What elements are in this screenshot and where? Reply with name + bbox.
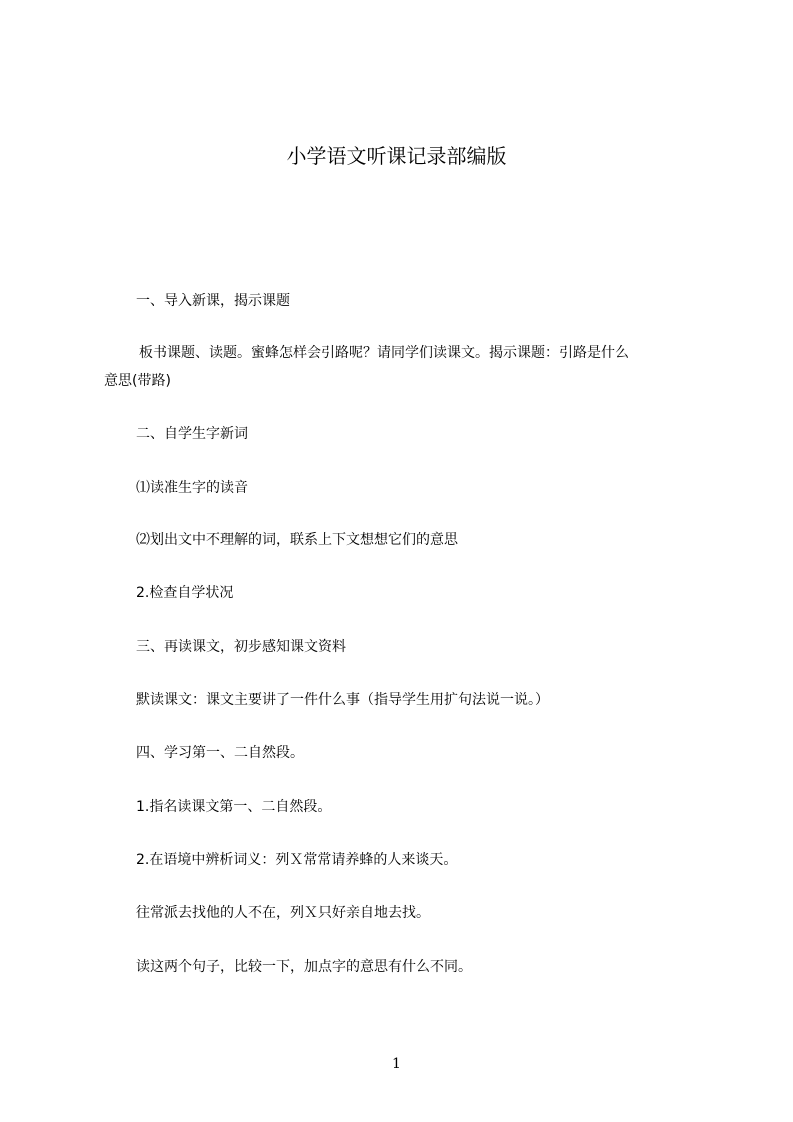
paragraph-line: 意思(带路) [104,373,171,389]
list-item: 1.指名读课文第一、二自然段。 [136,799,332,815]
list-item: ⑵划出文中不理解的词，联系上下文想想它们的意思 [136,532,458,548]
list-item: 2.在语境中辨析词义：列Ｘ常常请养蜂的人来谈天。 [136,852,458,868]
paragraph-line: 读这两个句子，比较一下，加点字的意思有什么不同。 [136,959,472,975]
list-item: ⑴读准生字的读音 [136,480,248,496]
section-heading-4: 四、学习第一、二自然段。 [136,745,304,761]
page-number: 1 [392,1056,401,1072]
paragraph-line: 默读课文：课文主要讲了一件什么事（指导学生用扩句法说一说。） [136,692,549,708]
section-heading-3: 三、再读课文，初步感知课文资料 [136,639,346,655]
document-title: 小学语文听课记录部编版 [286,144,507,168]
paragraph-line: 板书课题、读题。蜜蜂怎样会引路呢？请同学们读课文。揭示课题：引路是什么 [139,345,629,361]
paragraph-line: 往常派去找他的人不在，列Ｘ只好亲自地去找。 [136,905,430,921]
section-heading-2: 二、自学生字新词 [136,426,248,442]
section-heading-1: 一、导入新课，揭示课题 [136,293,290,309]
list-item: 2.检查自学状况 [136,585,234,601]
